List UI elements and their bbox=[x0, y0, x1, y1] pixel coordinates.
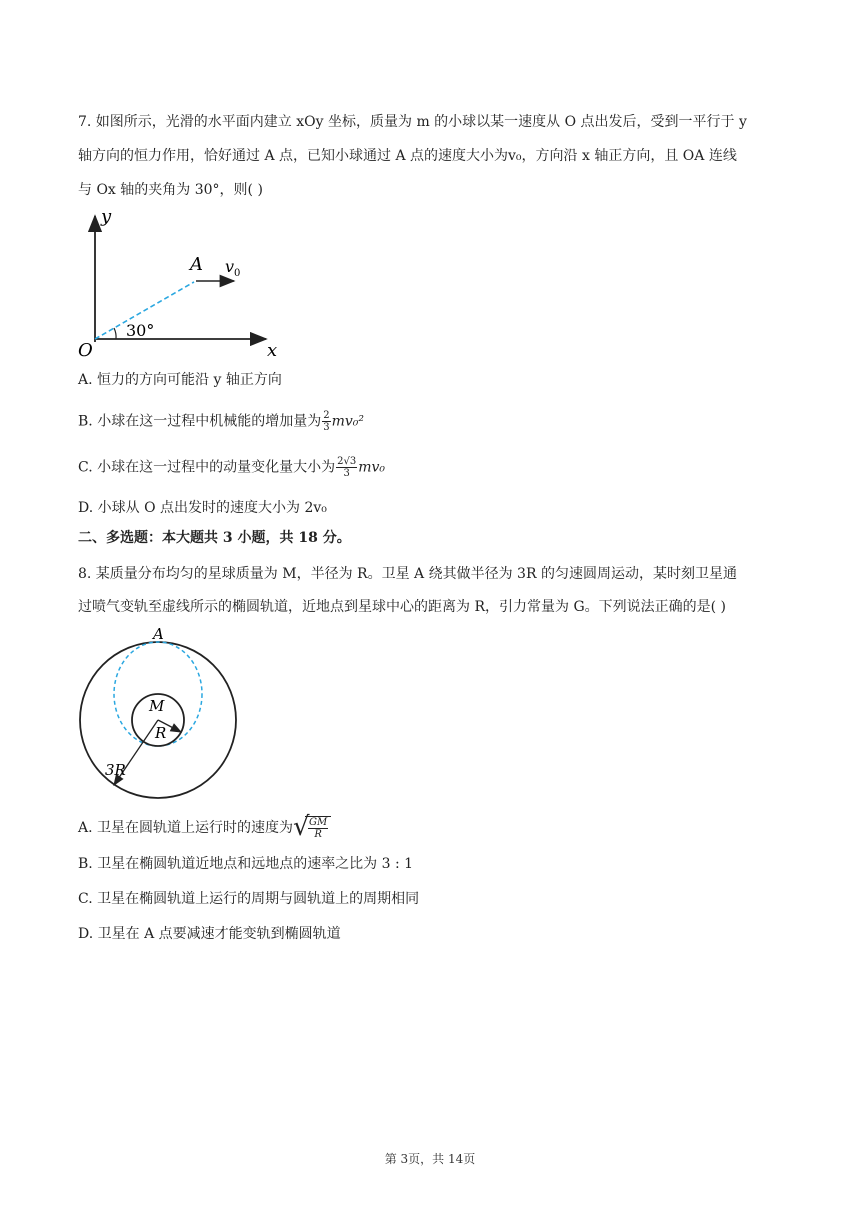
q7-stem-line-2: 轴方向的恒力作用，恰好通过 A 点，已知小球通过 A 点的速度大小为v₀，方向沿 x 轴正方向，且 OA 连线 bbox=[78, 148, 737, 164]
q7-option-b: B. 小球在这一过程中机械能的增加量为 $\frac{2}{3}$ mv₀² bbox=[78, 410, 364, 433]
section-header: 二、多选题：本大题共 3 小题，共 18 分。 bbox=[78, 530, 351, 546]
q8-figure bbox=[74, 624, 244, 804]
point-a-label: A bbox=[190, 254, 203, 275]
x-label: x bbox=[267, 340, 278, 361]
q8-option-a: A. 卫星在圆轨道上运行时的速度为 √ $\frac{GM}{R}$ bbox=[78, 816, 331, 840]
q8-option-b: B. 卫星在椭圆轨道近地点和远地点的速率之比为 3 : 1 bbox=[78, 856, 414, 872]
3r-label: 3R bbox=[105, 761, 126, 779]
y-label: y bbox=[101, 206, 112, 227]
page-footer: 第 3页，共 14页 bbox=[384, 1152, 476, 1166]
mass-label: M bbox=[149, 697, 165, 715]
q8-stem-line-1: 8. 某质量分布均匀的星球质量为 M，半径为 R。卫星 A 绕其做半径为 3R 的匀速圆周运动，某时刻卫星通 bbox=[78, 566, 737, 582]
q7-option-d: D. 小球从 O 点出发时的速度大小为 2v₀ bbox=[78, 500, 327, 516]
point-a-label: A bbox=[153, 625, 164, 643]
q7-option-c: C. 小球在这一过程中的动量变化量大小为 $\frac{2√3}{3}$ mv₀ bbox=[78, 456, 386, 479]
q7-figure bbox=[74, 206, 294, 366]
velocity-label: $v_0$ bbox=[225, 257, 241, 279]
angle-label: 30° bbox=[126, 321, 155, 340]
q7-option-a: A. 恒力的方向可能沿 y 轴正方向 bbox=[78, 372, 282, 388]
origin-label: O bbox=[78, 340, 93, 361]
angle-arc bbox=[114, 328, 116, 339]
q8-stem-line-2: 过喷气变轨至虚线所示的椭圆轨道，近地点到星球中心的距离为 R，引力常量为 G。下列说法正确的是( ) bbox=[78, 599, 726, 615]
r-label: R bbox=[155, 724, 167, 742]
q8-option-d: D. 卫星在 A 点要减速才能变轨到椭圆轨道 bbox=[78, 926, 341, 942]
q7-stem-line-1: 7. 如图所示，光滑的水平面内建立 xOy 坐标，质量为 m 的小球以某一速度从 O 点出发后，受到一平行于 y bbox=[78, 114, 747, 130]
q7-stem-line-3: 与 Ox 轴的夹角为 30°，则( ) bbox=[78, 182, 263, 198]
q8-option-c: C. 卫星在椭圆轨道上运行的周期与圆轨道上的周期相同 bbox=[78, 891, 420, 907]
